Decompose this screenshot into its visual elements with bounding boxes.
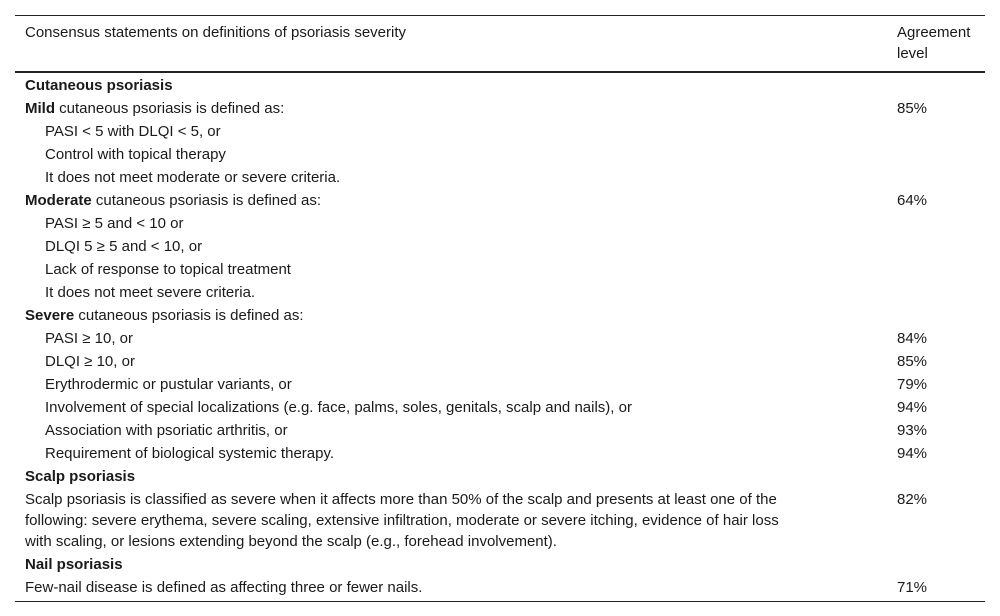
mild-definition-row: Mild cutaneous psoriasis is defined as: 85%: [15, 97, 985, 120]
table-row: Association with psoriatic arthritis, or 93%: [45, 422, 928, 439]
table-row: Involvement of special localizations (e.g. face, palms, soles, genitals, scalp and nails), or 94%: [45, 399, 928, 416]
table-row: DLQI ≥ 10, or 85%: [45, 353, 928, 370]
header-statements: Consensus statements on definitions of psoriasis severity: [25, 24, 407, 41]
mild-agreement: 85%: [897, 100, 928, 117]
table-row: PASI < 5 with DLQI < 5, or: [45, 123, 221, 140]
moderate-agreement: 64%: [897, 192, 928, 209]
table-row: Lack of response to topical treatment: [45, 261, 291, 278]
scalp-definition-row: Scalp psoriasis is classified as severe when it affects more than 50% of the scalp and presents at least one of the following: severe erythema, severe scaling, extensive infiltration, moderate or severe itching, evidence of hair loss with scaling, or lesions extending beyond the scalp (e.g., forehead involvement). 82%: [15, 488, 985, 553]
table-row: Requirement of biological systemic therapy. 94%: [45, 445, 928, 462]
section-nail: Nail psoriasis: [25, 556, 123, 573]
table-row: Control with topical therapy: [45, 146, 226, 163]
section-scalp: Scalp psoriasis: [25, 468, 136, 485]
table-bottom-rule: [15, 601, 985, 602]
table-row: It does not meet moderate or severe criteria.: [45, 169, 341, 186]
table-row: Erythrodermic or pustular variants, or 79%: [45, 376, 928, 393]
nail-definition-row: Few-nail disease is defined as affecting three or fewer nails. 71%: [15, 576, 985, 599]
header-agreement: Agreement level: [897, 24, 971, 62]
table-body: [15, 73, 985, 601]
table-row: PASI ≥ 10, or 84%: [45, 330, 928, 347]
nail-agreement: 71%: [897, 579, 928, 596]
severe-definition-row: Severe cutaneous psoriasis is defined as:: [25, 307, 304, 324]
consensus-table: [15, 15, 985, 602]
moderate-definition-row: Moderate cutaneous psoriasis is defined as: 64%: [15, 189, 985, 212]
table-header: [15, 16, 985, 71]
scalp-agreement: 82%: [897, 491, 928, 508]
table-row: It does not meet severe criteria.: [45, 284, 256, 301]
table-row: PASI ≥ 5 and < 10 or: [45, 215, 184, 232]
section-cutaneous: Cutaneous psoriasis: [25, 77, 173, 94]
table-row: DLQI 5 ≥ 5 and < 10, or: [45, 238, 203, 255]
